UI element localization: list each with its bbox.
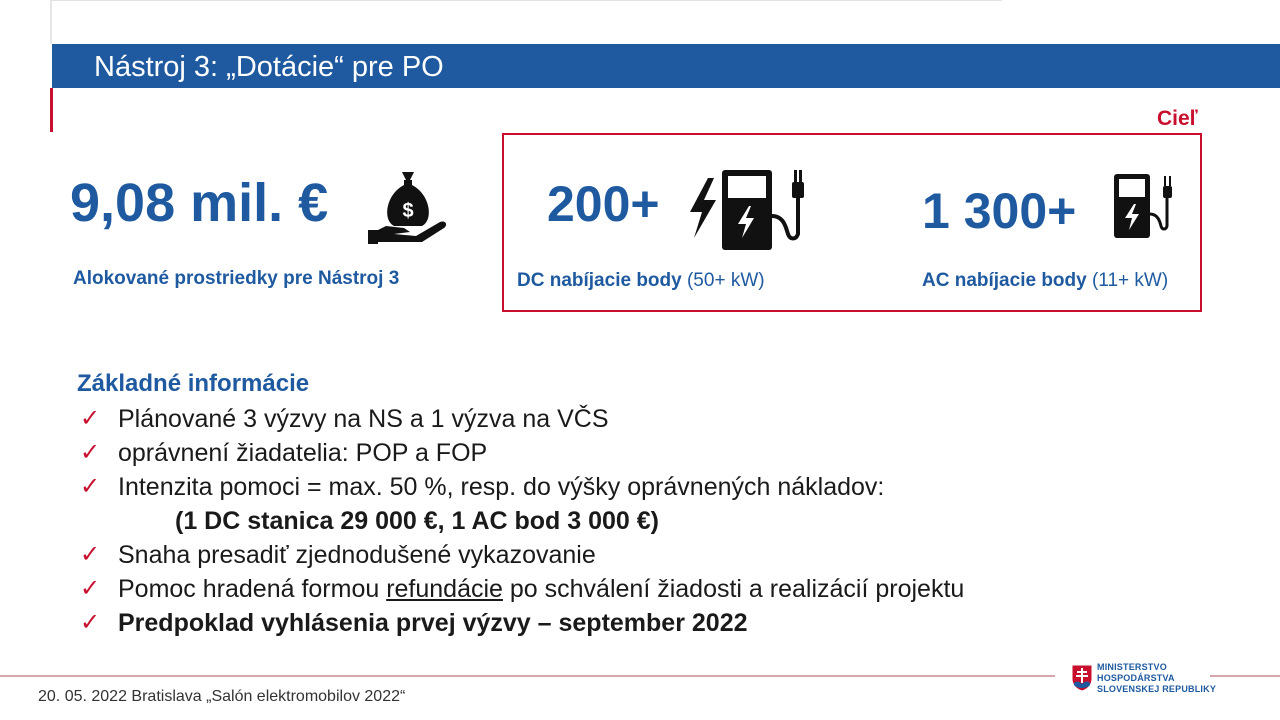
list-item-text: oprávnení žiadatelia: POP a FOP: [118, 439, 488, 467]
ministry-logo-text: [1097, 662, 1216, 695]
ac-caption-bold: AC nabíjacie body: [922, 270, 1087, 291]
list-item-subline: [80, 504, 964, 538]
list-item-text: Snaha presadiť zjednodušené vykazovanie: [118, 541, 596, 569]
footer-divider-right: [1210, 675, 1280, 677]
list-item: [80, 436, 964, 470]
dc-caption-bold: DC nabíjacie body: [517, 270, 682, 291]
charger-icon: [1112, 172, 1174, 240]
logo-line: HOSPODÁRSTVA: [1097, 673, 1175, 683]
slide-title: Nástroj 3: „Dotácie“ pre PO: [94, 51, 444, 83]
money-bag-hand-icon: [364, 168, 448, 246]
dc-count: 200+: [547, 176, 660, 232]
list-item-text: Intenzita pomoci = max. 50 %, resp. do výšky oprávnených nákladov:: [118, 473, 885, 501]
list-item: [80, 572, 964, 606]
refund-term: refundácie: [386, 575, 503, 603]
top-divider: [52, 0, 1002, 1]
left-accent-bar: [50, 88, 53, 132]
check-icon: ✓: [80, 405, 101, 432]
info-heading: Základné informácie: [77, 370, 310, 397]
check-icon: ✓: [80, 439, 101, 466]
ac-count: 1 300+: [922, 183, 1077, 239]
dc-caption: [517, 270, 765, 292]
left-divider: [50, 0, 52, 44]
list-item-text: (1 DC stanica 29 000 €, 1 AC bod 3 000 €): [175, 507, 660, 535]
list-item-text-after: po schválení žiadosti a realizácií projektu: [502, 575, 965, 603]
list-item: [80, 402, 964, 436]
fast-charger-icon: [684, 166, 810, 252]
info-list: [80, 402, 964, 640]
dc-caption-power: (50+ kW): [681, 270, 765, 291]
check-icon: ✓: [80, 609, 101, 636]
footer-divider: [0, 675, 1055, 677]
goal-label: Cieľ: [1157, 107, 1198, 130]
list-item-text: Predpoklad vyhlásenia prvej výzvy – september 2022: [118, 609, 748, 637]
check-icon: ✓: [80, 473, 101, 500]
list-item: [80, 606, 964, 640]
list-item: [80, 470, 964, 504]
list-item-text-before: Pomoc hradená formou: [118, 575, 387, 603]
check-icon: ✓: [80, 575, 101, 602]
list-item-text: Plánované 3 výzvy na NS a 1 výzva na VČS: [118, 405, 609, 433]
budget-caption: Alokované prostriedky pre Nástroj 3: [73, 268, 400, 289]
ac-caption: [922, 270, 1168, 292]
logo-line: SLOVENSKEJ REPUBLIKY: [1097, 684, 1217, 694]
list-item: [80, 538, 964, 572]
budget-amount: 9,08 mil. €: [70, 173, 329, 233]
ac-caption-power: (11+ kW): [1086, 270, 1169, 291]
check-icon: ✓: [80, 541, 101, 568]
ministry-crest-icon: [1071, 664, 1093, 692]
svg-text:$: $: [402, 200, 414, 222]
logo-line: MINISTERSTVO: [1097, 662, 1167, 672]
footer-text: 20. 05. 2022 Bratislava „Salón elektromobilov 2022“: [38, 688, 406, 705]
